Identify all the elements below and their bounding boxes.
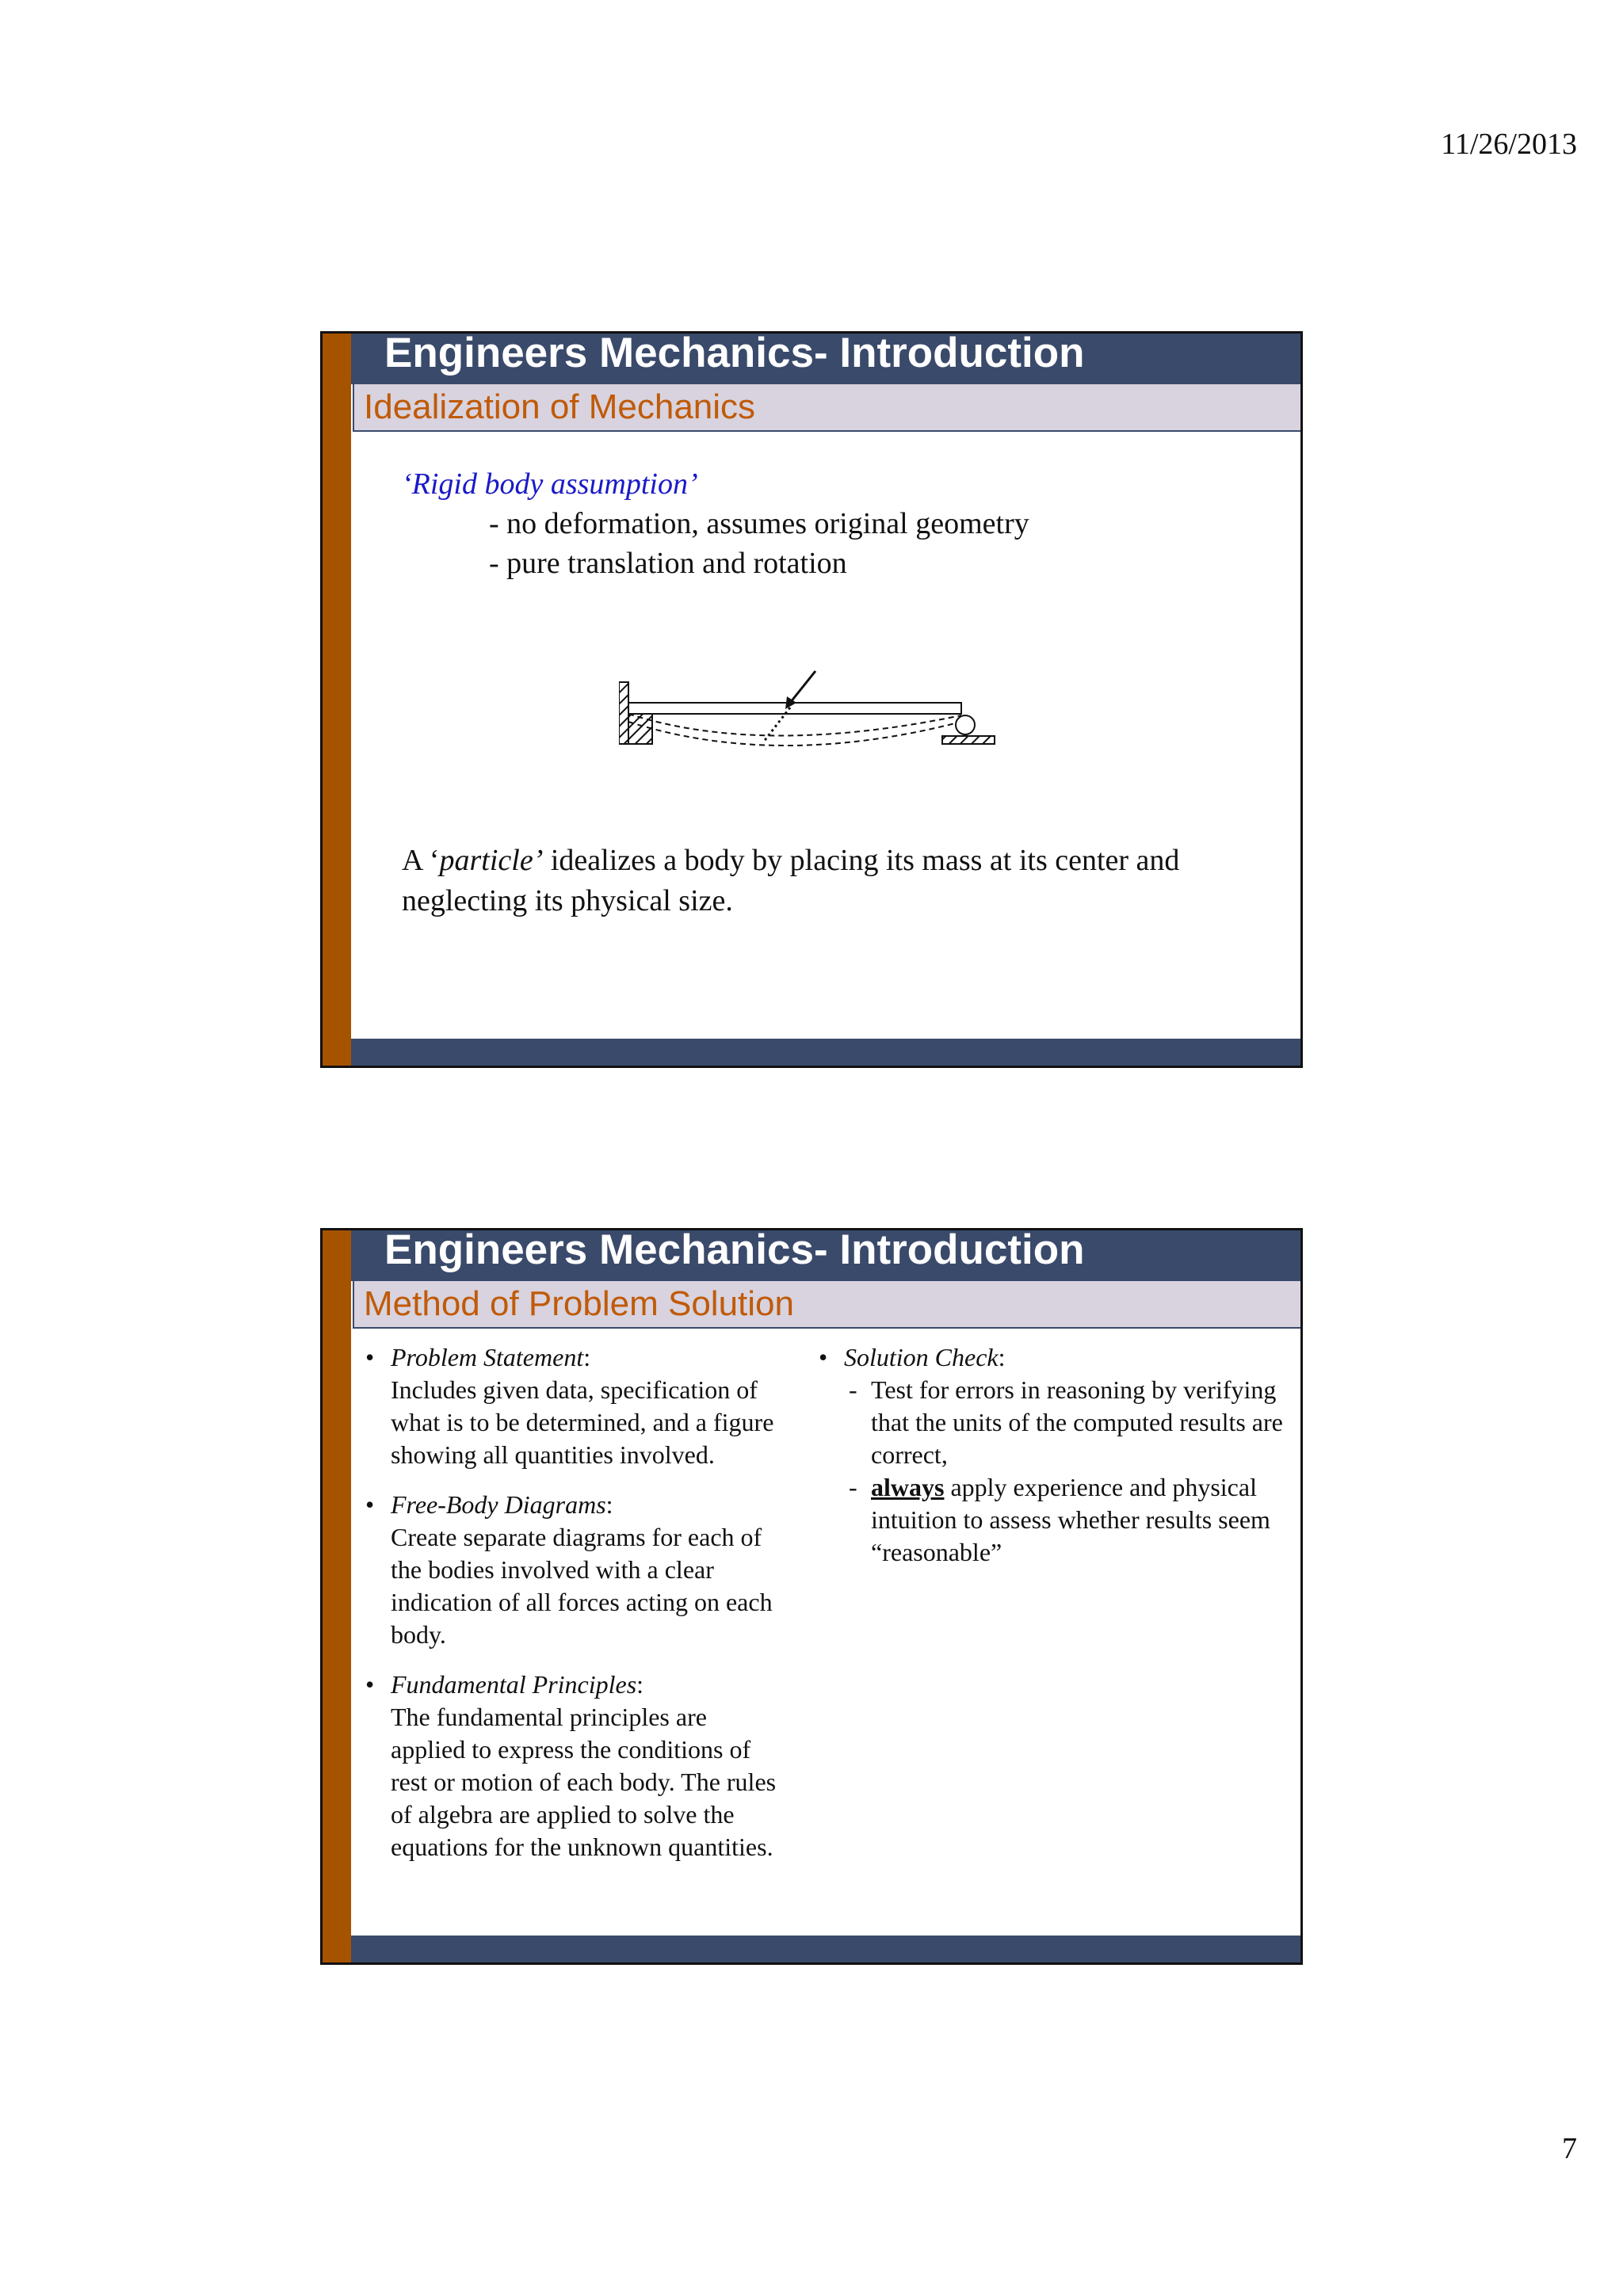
bullet-title: Problem Statement xyxy=(391,1343,584,1371)
roller-ground xyxy=(942,736,995,744)
slide-side-bar xyxy=(323,334,351,1066)
slide-footer-bar xyxy=(351,1039,1300,1066)
fixed-support xyxy=(619,682,628,744)
particle-term: particle’ xyxy=(439,844,544,877)
slide-side-bar xyxy=(323,1230,351,1962)
check-item-text: apply experience and physical intuition to assess whether results seem “reasonable” xyxy=(871,1473,1270,1566)
check-item-text: Test for errors in reasoning by verifying that the units of the computed results are correct, xyxy=(871,1375,1283,1469)
particle-text: idealizes a body by placing its mass at its center and neglecting its physical size. xyxy=(402,844,1180,917)
slide-title-bar xyxy=(351,1230,1300,1281)
rigid-body-line: - pure translation and rotation xyxy=(489,547,847,580)
bullet-title: Solution Check xyxy=(844,1343,999,1371)
force-arrow xyxy=(790,671,815,703)
check-item-emphasis: always xyxy=(871,1473,945,1501)
slide-subtitle: Idealization of Mechanics xyxy=(364,387,756,426)
slide-title-bar xyxy=(351,331,1300,384)
list-item: • Fundamental Principles: The fundamental principles are applied to express the conditions of rest or motion of each body. The rules of algebra are applied to solve the equations for the unknown quantities. xyxy=(365,1670,777,1861)
dash-icon: - xyxy=(849,1473,857,1501)
slide-subtitle: Method of Problem Solution xyxy=(364,1284,794,1323)
bullet-icon: • xyxy=(365,1343,375,1371)
roller-support xyxy=(956,715,975,734)
beam-deformation-diagram xyxy=(619,669,999,757)
slide-title: Engineers Mechanics- Introduction xyxy=(384,331,1085,376)
bullet-text: Includes given data, specification of what is to be determined, and a figure showing all quantities involved. xyxy=(391,1375,774,1469)
bullet-title: Fundamental Principles xyxy=(391,1670,637,1699)
fixed-support-base xyxy=(628,714,652,744)
rigid-body-section xyxy=(402,464,1029,583)
particle-prefix: A ‘ xyxy=(402,844,440,877)
slide-title: Engineers Mechanics- Introduction xyxy=(384,1228,1085,1273)
rigid-body-line: - no deformation, assumes original geometry xyxy=(489,507,1029,540)
check-item xyxy=(844,1374,1288,1471)
slide-footer-bar xyxy=(351,1936,1300,1962)
steps-right-column xyxy=(812,1341,1288,1586)
rigid-body-heading: ‘Rigid body assumption’ xyxy=(402,467,698,501)
list-item: • Solution Check: - Test for errors in reasoning by verifying that the units of the computed results are correct, - always apply experience and physical intuition to assess whether results seem “reasonable” xyxy=(812,1341,1288,1569)
page-date: 11/26/2013 xyxy=(1441,128,1577,161)
bullet-icon: • xyxy=(365,1490,375,1519)
slide-subtitle-bar xyxy=(353,384,1300,432)
list-item: • Free-Body Diagrams: Create separate diagrams for each of the bodies involved with a clear indication of all forces acting on each body. xyxy=(365,1490,773,1649)
slide-problem-solution xyxy=(320,1228,1303,1965)
slide-idealization xyxy=(320,331,1303,1068)
steps-left-column xyxy=(359,1341,787,1881)
bullet-text: The fundamental principles are applied to express the conditions of rest or motion of each body. The rules of algebra are applied to solve the equations for the unknown quantities. xyxy=(391,1703,777,1861)
list-item: • Problem Statement: Includes given data, specification of what is to be determined, and a figure showing all quantities involved. xyxy=(365,1343,774,1469)
slide-subtitle-bar xyxy=(353,1281,1300,1329)
particle-definition xyxy=(402,841,1274,921)
bullet-icon: • xyxy=(365,1670,375,1699)
bullet-title: Free-Body Diagrams xyxy=(391,1490,606,1519)
bullet-icon: • xyxy=(819,1343,828,1371)
dash-icon: - xyxy=(849,1375,857,1404)
check-item xyxy=(844,1471,1288,1569)
bullet-text: Create separate diagrams for each of the bodies involved with a clear indication of all forces acting on each body. xyxy=(391,1523,773,1649)
beam xyxy=(628,703,961,714)
page-number: 7 xyxy=(1562,2132,1577,2165)
